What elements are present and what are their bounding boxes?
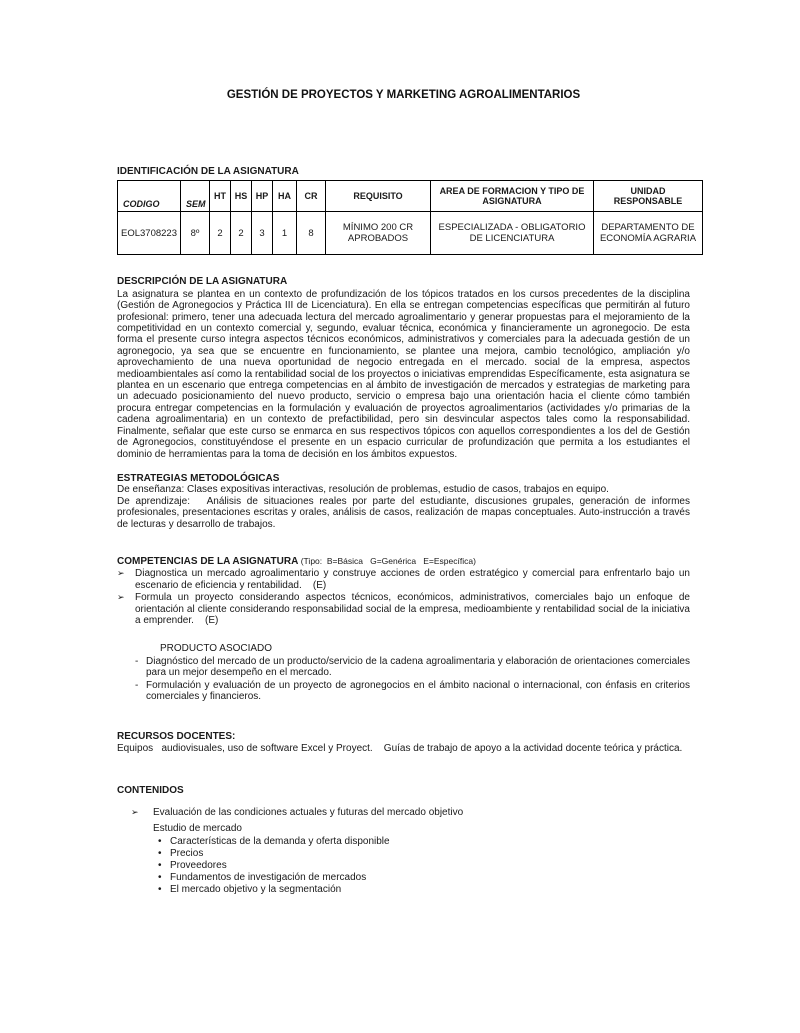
- header-cell-cr: CR: [297, 181, 326, 212]
- arrow-bullet-icon: ➢: [117, 568, 125, 579]
- market-study-subheading: Estudio de mercado: [153, 823, 242, 835]
- cell-hs: 2: [231, 212, 252, 255]
- list-item-text: Fundamentos de investigación de mercados: [170, 871, 367, 883]
- header-cell-ha: HA: [273, 181, 297, 212]
- dot-bullet-icon: •: [158, 883, 162, 895]
- header-cell-hs: HS: [231, 181, 252, 212]
- list-item: [158, 860, 690, 872]
- table-data-row: [118, 212, 703, 255]
- competency-item-text: Diagnostica un mercado agroalimentario y construye acciones de orden estratégico y comercial para enfrentarlo bajo un escenario de eficiencia y rentabilidad. (E): [135, 568, 690, 591]
- competency-item: [117, 592, 690, 626]
- cell-cr: 8: [297, 212, 326, 255]
- header-cell-ht: HT: [210, 181, 231, 212]
- header-cell-hp: HP: [252, 181, 273, 212]
- description-paragraph: La asignatura se plantea en un contexto de profundización de los tópicos tratados en los cursos precedentes de la disciplina (Gestión de Agronegocios y Práctica III de Licenciatura). En ella se entregan competencias específicas que permitirán al futuro profesional: primero, tener una adecuada lectura del mercado agroalimentario y generar propuestas para el mejoramiento de la competitividad en un contexto comercial y, segundo, evaluar técnica, económica y financieramente un agronegocio. De esta forma el presente curso integra aspectos técnicos económicos, administrativos y comerciales para la adecuada gestión de un agronegocio, ya sea que se encuentre en funcionamiento, se plantee una mejora, cambio tecnológico, ampliación y/o aprovechamiento de una nueva oportunidad de negocio entregada en el mercado. social de la empresa, aspectos medioambientales así como la rentabilidad social de los proyectos o iniciativas emprendidas Específicamente, esta asignatura se plantea en un escenario que entrega competencias en al ámbito de investigación de mercados y estrategias de marketing para un adecuado posicionamiento del nuevo producto, servicio o empresa bajo una orientación hacia el cliente cómo también procura entregar competencias en la formulación y evaluación de proyectos agroalimentarios (actividades y/o primarias de la cadena agroalimentaria) en un contexto de prefactibilidad, pero sin desvincular aspectos tales como la responsabilidad. Finalmente, señalar que este curso se enmarca en sus respectivos tópicos con aquellos correspondientes a los del de Gestión de Agronegocios, constituyéndose el presente en un espacio curricular de profundización que permita a los estudiantes el dominio de herramientas para la toma de decisión en los ámbitos expuestos.: [117, 288, 690, 460]
- associated-product-heading: PRODUCTO ASOCIADO: [160, 643, 273, 655]
- page-title: GESTIÓN DE PROYECTOS Y MARKETING AGROALIMENTARIOS: [226, 89, 581, 101]
- market-study-bullet-list: [117, 836, 690, 895]
- list-item: [158, 848, 690, 860]
- list-item-text: El mercado objetivo y la segmentación: [170, 883, 342, 895]
- strategies-teaching-line: De enseñanza: Clases expositivas interactivas, resolución de problemas, estudio de casos, trabajos en equipo.: [117, 484, 609, 496]
- header-cell-requisito: REQUISITO: [326, 181, 431, 212]
- header-cell-unidad-responsable: UNIDAD RESPONSABLE: [594, 181, 703, 212]
- identification-heading: IDENTIFICACIÓN DE LA ASIGNATURA: [117, 166, 299, 177]
- list-item: [158, 836, 690, 848]
- contents-topic-text: Evaluación de las condiciones actuales y futuras del mercado objetivo: [153, 806, 464, 818]
- associated-product-item: [135, 680, 690, 703]
- competencies-heading-label: COMPETENCIAS DE LA ASIGNATURA: [117, 555, 298, 567]
- cell-hp: 3: [252, 212, 273, 255]
- teaching-resources-paragraph: Equipos audiovisuales, uso de software Excel y Proyect. Guías de trabajo de apoyo a la actividad docente teórica y práctica.: [117, 742, 683, 754]
- contents-heading: CONTENIDOS: [117, 785, 184, 797]
- cell-area-formacion: ESPECIALIZADA - OBLIGATORIO DE LICENCIATURA: [431, 212, 594, 255]
- dash-bullet-icon: -: [135, 655, 139, 667]
- cell-requisito: MÍNIMO 200 CR APROBADOS: [326, 212, 431, 255]
- dot-bullet-icon: •: [158, 836, 162, 848]
- cell-sem: 8º: [181, 212, 210, 255]
- header-cell-codigo: CODIGO: [118, 181, 181, 212]
- cell-codigo: EOL3708223: [118, 212, 181, 255]
- header-cell-area-formacion: AREA DE FORMACION Y TIPO DE ASIGNATURA: [431, 181, 594, 212]
- list-item: [158, 872, 690, 884]
- arrow-bullet-icon: ➢: [131, 806, 139, 817]
- associated-product-item: [135, 656, 690, 679]
- dot-bullet-icon: •: [158, 871, 162, 883]
- associated-product-item-text: Formulación y evaluación de un proyecto de agronegocios en el ámbito nacional o internacional, con énfasis en criterios comerciales y financieros.: [146, 679, 690, 702]
- competencies-type-note: (Tipo: B=Básica G=Genérica E=Específica): [300, 555, 476, 566]
- dot-bullet-icon: •: [158, 848, 162, 860]
- teaching-resources-heading: RECURSOS DOCENTES:: [117, 731, 236, 743]
- table-header-row: [118, 181, 703, 212]
- dot-bullet-icon: •: [158, 860, 162, 872]
- dash-bullet-icon: -: [135, 679, 139, 691]
- associated-product-item-text: Diagnóstico del mercado de un producto/servicio de la cadena agroalimentaria y elaboración de orientaciones comerciales para un mejor desempeño en el mercado.: [146, 655, 690, 679]
- competency-item: [117, 568, 690, 591]
- list-item-text: Precios: [170, 848, 204, 860]
- arrow-bullet-icon: ➢: [117, 592, 125, 603]
- course-identification-table: [117, 180, 703, 255]
- list-item: [158, 884, 690, 896]
- cell-ht: 2: [210, 212, 231, 255]
- header-cell-sem: SEM: [181, 181, 210, 212]
- strategies-heading: ESTRATEGIAS METODOLÓGICAS: [117, 472, 280, 484]
- description-heading: DESCRIPCIÓN DE LA ASIGNATURA: [117, 276, 288, 288]
- competency-item-text: Formula un proyecto considerando aspectos técnicos, económicos, administrativos, comerciales bajo un enfoque de orientación al cliente considerando responsabilidad social de la empresa, medioambiente y rentabilidad social de la iniciativa a emprender. (E): [135, 592, 690, 626]
- cell-ha: 1: [273, 212, 297, 255]
- list-item-text: Características de la demanda y oferta disponible: [170, 836, 390, 848]
- list-item-text: Proveedores: [170, 860, 227, 872]
- contents-topic-item: [131, 807, 690, 818]
- cell-unidad-responsable: DEPARTAMENTO DE ECONOMÍA AGRARIA: [594, 212, 703, 255]
- competencies-heading: [117, 556, 690, 567]
- strategies-learning-line: De aprendizaje: Análisis de situaciones reales por parte del estudiante, discusiones grupales, generación de informes profesionales, presentaciones escritas y orales, análisis de casos, realización de mapas conceptuales. Auto-instrucción a través de lecturas y desarrollo de trabajos.: [117, 495, 690, 530]
